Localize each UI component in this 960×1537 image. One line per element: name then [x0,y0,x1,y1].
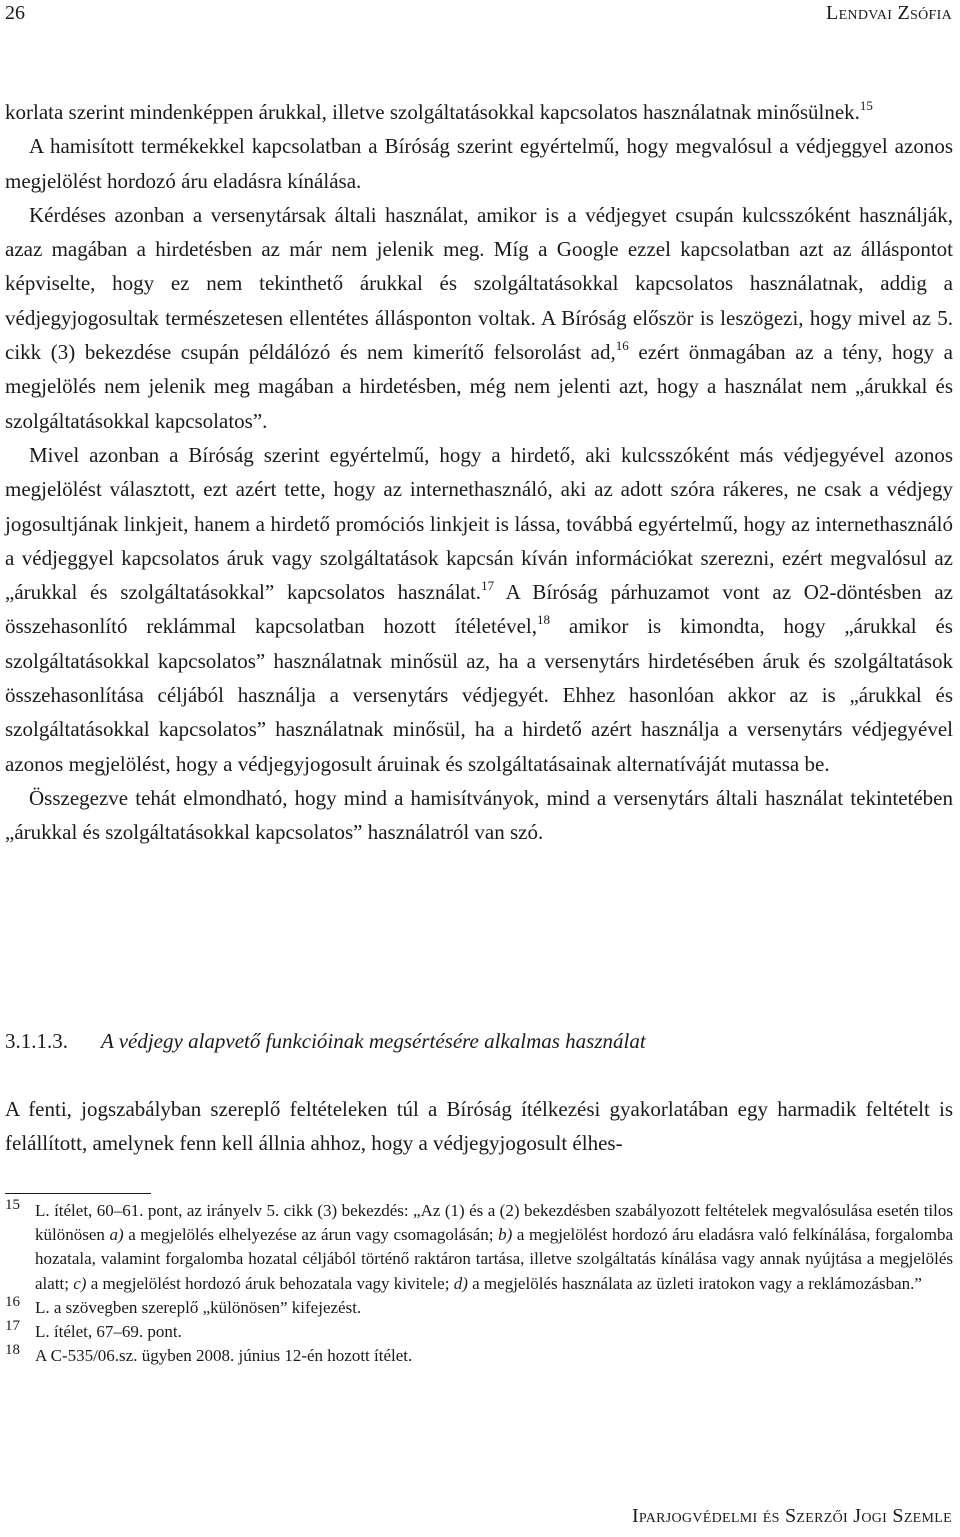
footnote-number: 16 [5,1293,20,1310]
paragraph-4-text-c: amikor is kimondta, hogy „árukkal és szolgáltatásokkal kapcsolatos” használatnak minősül az, ha a versenytárs hirdetésében áruk és szolgáltatások összehasonlítása céljából használja a versenytárs védjegyét. Ehhez hasonlóan akkor az is „árukkal és szolgáltatásokkal kapcsolatos” használatnak minősül, ha a hirdető azért használja a versenytárs védjegyével azonos megjelölést, hogy a védjegyjogosult áruinak és szolgáltatásainak alternatíváját mutassa be. [5,614,953,776]
paragraph-3-text-b: ezért önmagában az a tény, hogy a megjelölés nem jelenik meg magában a hirdetésben, még nem jelenti azt, hogy a használat nem „árukkal és szolgáltatásokkal kapcsolatos”. [5,340,953,433]
footnote-text: a megjelölést hordozó áruk behozatala vagy kivitele; [86,1273,454,1293]
running-head-author: Lendvai Zsófia [826,2,952,24]
footnote-divider [5,1193,151,1194]
footnote-ref-16: 16 [615,338,629,354]
footnote-number: 18 [5,1342,20,1359]
footnote-italic-marker: a) [109,1225,124,1245]
paragraph-4-text-b: A Bíróság párhuzamot vont az O2-döntésben az összehasonlító reklámmal kapcsolatban hozott ítéletével, [5,580,953,639]
footnote-ref-18: 18 [537,612,551,628]
running-foot-journal: Iparjogvédelmi és Szerzői Jogi Szemle [631,1505,952,1527]
paragraph-1 [5,95,953,129]
footnote-text: A C-535/06.sz. ügyben 2008. június 12-én hozott ítélet. [35,1346,413,1366]
footnote-text: a megjelölés elhelyezése az árun vagy csomagolásán; [123,1225,499,1245]
paragraph-1-text: korlata szerint mindenképpen árukkal, illetve szolgáltatásokkal kapcsolatos használatnak minősülnek. [5,100,860,124]
body-text [5,95,953,850]
footnote-17 [5,1320,953,1344]
paragraph-5: Összegezve tehát elmondható, hogy mind a hamisítványok, mind a versenytárs általi használat tekintetében „árukkal és szolgáltatásokkal kapcsolatos” használatról van szó. [5,785,953,845]
footnotes [5,1199,953,1368]
footnote-text: L. ítélet, 60–61. pont, az irányelv 5. cikk (3) bekezdés: „Az (1) és a (2) bekezdésben szabályozott feltételek megvalósulása esetén tilos különösen [35,1201,953,1245]
footnote-number: 15 [5,1197,20,1213]
footnote-text: L. a szövegben szereplő „különösen” kifejezést. [35,1297,362,1317]
footnote-ref-17: 17 [481,578,495,594]
section-number: 3.1.1.3. [5,1029,68,1053]
footnote-italic-marker: c) [73,1273,87,1293]
paragraph-2: A hamisított termékekkel kapcsolatban a Bíróság szerint egyértelmű, hogy megvalósul a védjeggyel azonos megjelölést hordozó áru eladásra kínálása. [5,134,953,193]
footnote-italic-marker: b) [498,1225,513,1245]
footnote-15 [5,1199,953,1296]
footnote-16 [5,1293,953,1320]
body-text-continued [5,1092,953,1161]
footnote-18 [5,1344,953,1368]
paragraph-4-text-a: Mivel azonban a Bíróság szerint egyértelmű, hogy a hirdető, aki kulcsszóként más védjegyével azonos megjelölést választott, ezt azért tette, hogy az internethasználó, aki az adott szóra rákeres, ne csak a védjegy jogosultjának linkjeit, hanem a hirdető promóciós linkjeit is lássa, továbbá egyértelmű, hogy az internethasználó a védjeggyel kapcsolatos áruk vagy szolgáltatások kapcsán kíván információkat szerezni, ezért megvalósul az „árukkal és szolgáltatásokkal” kapcsolatos használat. [5,442,953,605]
footnote-ref-15: 15 [859,98,873,113]
paragraph-3-text-a: Kérdéses azonban a versenytársak általi használat, amikor is a védjegyet csupán kulcsszóként használják, azaz magában a hirdetésben az már nem jelenik meg. Míg a Google ezzel kapcsolatban azt az álláspontot képviselte, hogy ez nem tekinthető árukkal és szolgáltatásokkal kapcsolatos használatnak, addig a védjegyjogosultak természetesen ellentétes állásponton voltak. A Bíróság először is leszögezi, hogy mivel az 5. cikk (3) bekezdése csupán példálózó és nem kimerítő felsorolást ad, [5,202,953,365]
paragraph-4 [5,438,953,781]
paragraph-6: A fenti, jogszabályban szereplő feltételeken túl a Bíróság ítélkezési gyakorlatában egy harmadik feltételt is felállított, amelynek fenn kell állnia ahhoz, hogy a védjegyjogosult élhes- [5,1097,953,1156]
page-number: 26 [5,2,25,24]
footnote-number: 17 [5,1318,20,1335]
footnote-text: L. ítélet, 67–69. pont. [35,1322,182,1342]
section-title: A védjegy alapvető funkcióinak megsértésére alkalmas használat [101,1029,646,1053]
footnote-italic-marker: d) [453,1273,468,1293]
paragraph-3 [5,198,953,438]
footnote-text: a megjelölést hordozó áru eladásra való felkínálása, forgalomba hozatala, valamint forgalomba hozatal céljából történő raktáron tartása, illetve szolgáltatás kínálása vagy annak nyújtása a megjelölés alatt; [35,1225,953,1293]
footnote-text: a megjelölés használata az üzleti iratokon vagy a reklámozásban.” [467,1273,922,1293]
section-heading [5,1024,953,1058]
